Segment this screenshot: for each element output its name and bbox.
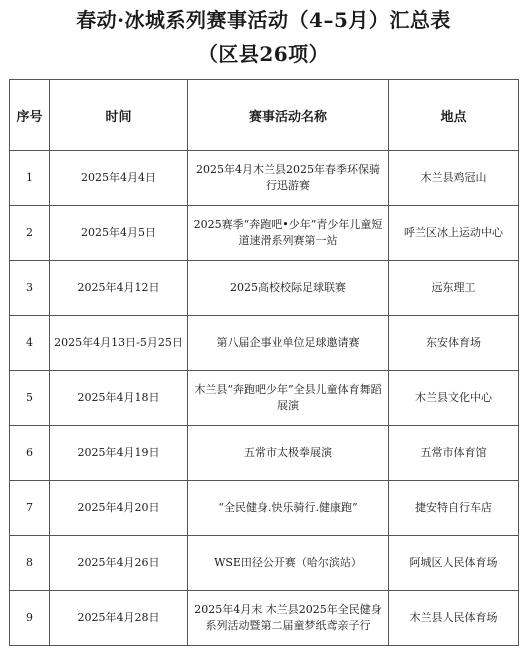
- cell-place: 捷安特自行车店: [389, 481, 519, 536]
- cell-time: 2025年4月13日-5月25日: [50, 316, 188, 371]
- table-row: [10, 151, 519, 206]
- cell-num: 3: [10, 261, 50, 316]
- cell-num: 6: [10, 426, 50, 481]
- events-table: [9, 79, 519, 646]
- header-place: 地点: [389, 80, 519, 151]
- cell-time: 2025年4月18日: [50, 371, 188, 426]
- cell-time: 2025年4月19日: [50, 426, 188, 481]
- cell-time: 2025年4月26日: [50, 536, 188, 591]
- cell-place: 木兰县人民体育场: [389, 591, 519, 646]
- table-row: [10, 206, 519, 261]
- cell-num: 4: [10, 316, 50, 371]
- cell-name: 2025赛季“奔跑吧•少年”青少年儿童短道速滑系列赛第一站: [188, 206, 389, 261]
- cell-name: 2025年4月木兰县2025年春季环保骑行迅游赛: [188, 151, 389, 206]
- cell-num: 8: [10, 536, 50, 591]
- cell-place: 东安体育场: [389, 316, 519, 371]
- header-num: 序号: [10, 80, 50, 151]
- document-title: 春动·冰城系列赛事活动（4–5月）汇总表: [76, 8, 451, 32]
- table-row: [10, 426, 519, 481]
- cell-num: 5: [10, 371, 50, 426]
- cell-num: 2: [10, 206, 50, 261]
- table-row: [10, 316, 519, 371]
- table-row: [10, 481, 519, 536]
- cell-time: 2025年4月20日: [50, 481, 188, 536]
- cell-name: 木兰县“奔跑吧少年”全县儿童体育舞蹈展演: [188, 371, 389, 426]
- cell-name: 2025高校校际足球联赛: [188, 261, 389, 316]
- table-row: [10, 591, 519, 646]
- cell-place: 呼兰区冰上运动中心: [389, 206, 519, 261]
- cell-num: 9: [10, 591, 50, 646]
- cell-name: WSE田径公开赛（哈尔滨站）: [188, 536, 389, 591]
- header-name: 赛事活动名称: [188, 80, 389, 151]
- cell-time: 2025年4月28日: [50, 591, 188, 646]
- cell-num: 1: [10, 151, 50, 206]
- cell-place: 木兰县鸡冠山: [389, 151, 519, 206]
- cell-place: 五常市体育馆: [389, 426, 519, 481]
- cell-place: 阿城区人民体育场: [389, 536, 519, 591]
- header-time: 时间: [50, 80, 188, 151]
- table-header-row: [10, 80, 519, 151]
- cell-time: 2025年4月5日: [50, 206, 188, 261]
- document-subtitle: （区县26项）: [197, 42, 330, 66]
- cell-time: 2025年4月12日: [50, 261, 188, 316]
- table-row: [10, 261, 519, 316]
- cell-name: “全民健身.快乐骑行.健康跑”: [188, 481, 389, 536]
- cell-name: 2025年4月末 木兰县2025年全民健身系列活动暨第二届童梦纸鸢亲子行: [188, 591, 389, 646]
- cell-place: 木兰县文化中心: [389, 371, 519, 426]
- cell-num: 7: [10, 481, 50, 536]
- table-row: [10, 536, 519, 591]
- cell-name: 第八届企事业单位足球邀请赛: [188, 316, 389, 371]
- table-row: [10, 371, 519, 426]
- cell-name: 五常市太极拳展演: [188, 426, 389, 481]
- cell-time: 2025年4月4日: [50, 151, 188, 206]
- cell-place: 远东理工: [389, 261, 519, 316]
